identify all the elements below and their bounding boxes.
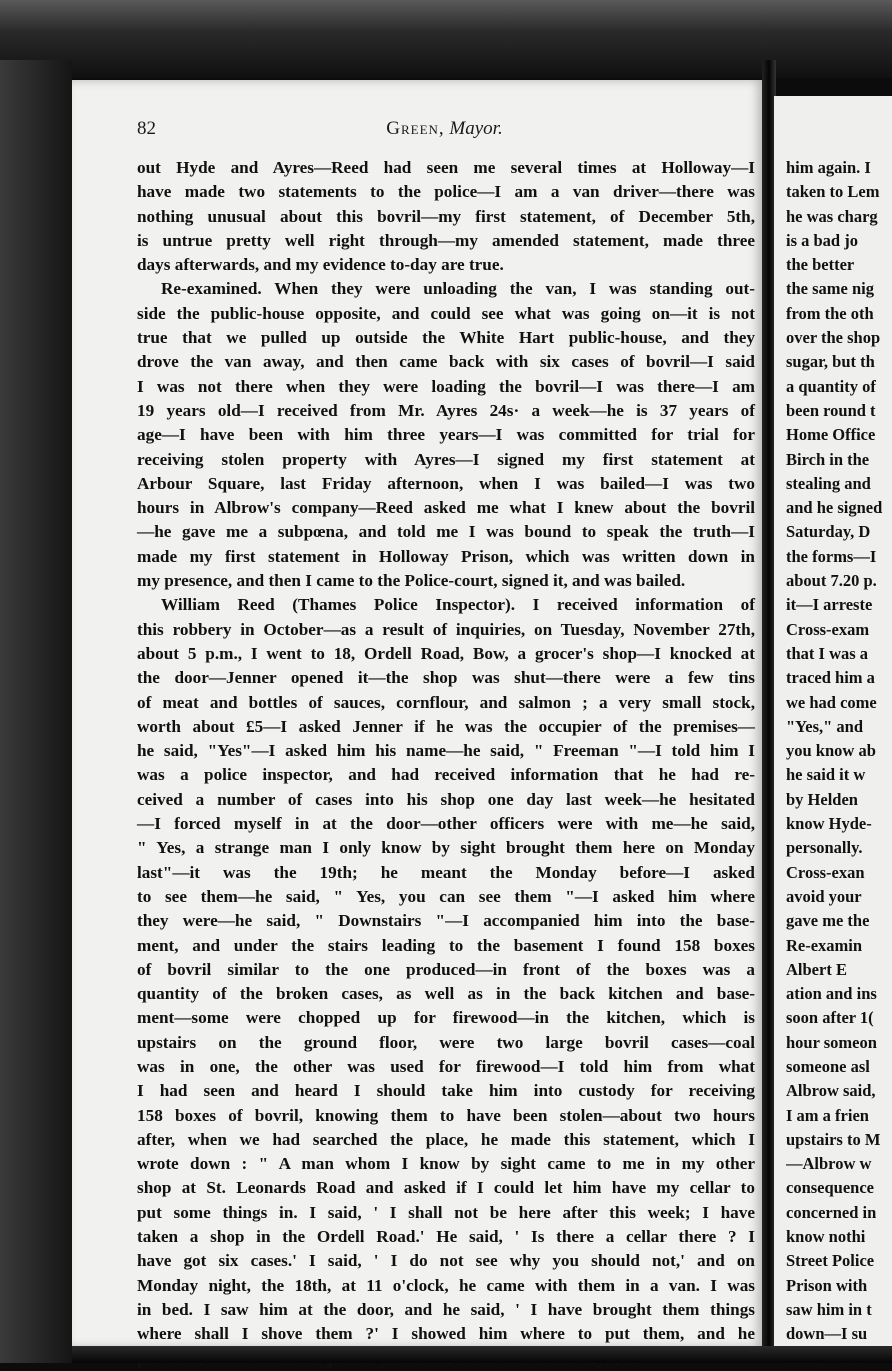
right-text-line: he said it w bbox=[786, 765, 866, 785]
text-line: Monday night, the 18th, at 11 o'clock, he came with them in a van. I was bbox=[137, 1275, 755, 1295]
text-line: he said, "Yes"—I asked him his name—he said, " Freeman "—I told him I bbox=[137, 741, 755, 761]
text-line: shop at St. Leonards Road and asked if I could let him have my cellar to bbox=[137, 1178, 755, 1198]
right-text-line: ation and ins bbox=[786, 984, 877, 1004]
text-line: 158 boxes of bovril, knowing them to have been stolen—about two hours bbox=[137, 1105, 755, 1125]
right-text-line: the same nig bbox=[786, 279, 874, 299]
right-text-line: a quantity of bbox=[786, 376, 876, 396]
text-line: side the public-house opposite, and could see what was going on—it is not bbox=[137, 303, 755, 323]
text-line: ment, and under the stairs leading to the basement I found 158 boxes bbox=[137, 935, 755, 955]
right-text-line: down—I su bbox=[786, 1324, 868, 1344]
right-text-line: him again. I bbox=[786, 158, 871, 177]
right-text-line: saw him in t bbox=[786, 1299, 872, 1319]
right-text-line: I am a frien bbox=[786, 1105, 869, 1125]
right-text-line: over the shop bbox=[786, 328, 881, 348]
right-text-line: hour someon bbox=[786, 1032, 877, 1052]
text-line: I was not there when they were loading the bovril—I was there—I am bbox=[137, 376, 755, 396]
text-line: after, when we had searched the place, he made this statement, which I bbox=[137, 1129, 755, 1149]
text-line: put some things in. I said, ' I shall not be here after this week; I have bbox=[137, 1202, 755, 1222]
text-line: " Yes, a strange man I only know by sight brought them here on Monday bbox=[137, 838, 755, 858]
right-text-line: know Hyde- bbox=[786, 814, 872, 834]
text-line: ment—some were chopped up for firewood—in the kitchen, which is bbox=[137, 1008, 755, 1028]
right-text-line: it—I arreste bbox=[786, 595, 873, 615]
right-text-line: the better bbox=[786, 255, 855, 275]
right-text-line: avoid your bbox=[786, 886, 862, 906]
right-text-line: from the oth bbox=[786, 303, 874, 323]
text-line: —I forced myself in at the door—other officers were with me—he said, bbox=[137, 814, 755, 834]
right-text-line: you know ab bbox=[786, 741, 876, 761]
right-text-line: —Albrow w bbox=[786, 1154, 872, 1174]
text-line: last"—it was the 19th; he meant the Monday before—I asked bbox=[137, 862, 755, 882]
right-text-line: sugar, but th bbox=[786, 352, 875, 372]
right-text-line: about 7.20 p. bbox=[786, 571, 877, 591]
text-line: nothing unusual about this bovril—my first statement, of December 5th, bbox=[137, 206, 755, 226]
right-text-line: Albert E bbox=[786, 959, 847, 979]
scan-left-margin bbox=[0, 60, 72, 1363]
text-line: have made two statements to the police—I am a van driver—there was bbox=[137, 182, 755, 202]
text-line: of bovril similar to the one produced—in front of the boxes was a bbox=[137, 959, 755, 979]
main-text-column bbox=[137, 156, 755, 1371]
scan-bottom-edge bbox=[72, 1346, 892, 1363]
right-text-line: Albrow said, bbox=[786, 1081, 876, 1101]
right-text-line: Prison with bbox=[786, 1275, 868, 1295]
scan-top-shadow bbox=[0, 0, 892, 78]
right-text-line: personally. bbox=[786, 838, 863, 858]
text-line: to see them—he said, " Yes, you can see them "—I asked him where bbox=[137, 886, 755, 906]
text-line: was a police inspector, and had received information that he had re- bbox=[137, 765, 755, 785]
right-text-line: stealing and bbox=[786, 473, 871, 493]
text-line: —he gave me a subpœna, and told me I was bound to speak the truth—I bbox=[137, 522, 755, 542]
text-line: where shall I shove them ?' I showed him where to put them, and he bbox=[137, 1324, 755, 1344]
right-text-line: Cross-exan bbox=[786, 862, 865, 882]
text-line: Re-examined. When they were unloading the van, I was standing out- bbox=[161, 279, 755, 299]
text-line: I had seen and heard I should take him into custody for receiving bbox=[137, 1081, 755, 1101]
text-line: taken a shop in the Ordell Road.' He said, ' Is there a cellar there ? I bbox=[137, 1227, 755, 1247]
right-text-line: Cross-exam bbox=[786, 619, 870, 639]
text-line: my presence, and then I came to the Police-court, signed it, and was bailed. bbox=[137, 571, 686, 591]
right-text-line: soon after 1( bbox=[786, 1008, 874, 1028]
right-text-line: been round t bbox=[786, 400, 876, 420]
right-text-line: he was charg bbox=[786, 206, 878, 226]
right-text-line: and he signed bbox=[786, 498, 883, 518]
text-line: of meat and bottles of sauces, cornflour, and salmon ; a very small stock, bbox=[137, 692, 755, 712]
right-text-line: gave me the bbox=[786, 911, 870, 931]
text-line: receiving stolen property with Ayres—I signed my first statement at bbox=[137, 449, 755, 469]
right-text-line: that I was a bbox=[786, 643, 869, 663]
right-text-line: Re-examin bbox=[786, 935, 863, 955]
text-line: ceived a number of cases into his shop one day last week—he hesitated bbox=[137, 789, 755, 809]
right-text-line: the forms—I bbox=[786, 546, 877, 566]
right-text-line: upstairs to M bbox=[786, 1129, 881, 1149]
running-head bbox=[137, 118, 752, 140]
text-line: quantity of the broken cases, as well as in the back kitchen and base- bbox=[137, 984, 755, 1004]
text-line: was in one, the other was used for firewood—I told him from what bbox=[137, 1056, 755, 1076]
text-line: days afterwards, and my evidence to-day are true. bbox=[137, 255, 504, 275]
text-line: worth about £5—I asked Jenner if he was the occupier of the premises— bbox=[137, 716, 755, 736]
text-line: wrote down : " A man whom I know by sight came to me in my other bbox=[137, 1154, 755, 1174]
text-line: is untrue pretty well right through—my amended statement, made three bbox=[137, 230, 755, 250]
text-line: hours in Albrow's company—Reed asked me what I knew about the bovril bbox=[137, 498, 755, 518]
text-line: have got six cases.' I said, ' I do not see why you should not,' and on bbox=[137, 1251, 755, 1271]
text-line: out Hyde and Ayres—Reed had seen me several times at Holloway—I bbox=[137, 158, 755, 177]
right-text-line: Birch in the bbox=[786, 449, 870, 469]
right-text-line: Street Police bbox=[786, 1251, 875, 1271]
running-head-name: Green, bbox=[386, 118, 445, 139]
text-line: William Reed (Thames Police Inspector). I received information of bbox=[161, 595, 755, 615]
text-line: they were—he said, " Downstairs "—I accompanied him into the base- bbox=[137, 911, 755, 931]
text-line: about 5 p.m., I went to 18, Ordell Road, Bow, a grocer's shop—I knocked at bbox=[137, 643, 755, 663]
right-page-text-column bbox=[786, 156, 892, 1371]
right-text-line: someone asl bbox=[786, 1056, 870, 1076]
text-line: drove the van away, and then came back with six cases of bovril—I said bbox=[137, 352, 755, 372]
text-line: Arbour Square, last Friday afternoon, when I was bailed—I was two bbox=[137, 473, 755, 493]
text-line: 19 years old—I received from Mr. Ayres 24s· a week—he is 37 years of bbox=[137, 400, 755, 420]
text-line: the door—Jenner opened it—the shop was shut—there were a few tins bbox=[137, 668, 755, 688]
right-text-line: we had come bbox=[786, 692, 877, 712]
right-text-line: concerned in bbox=[786, 1202, 877, 1222]
right-text-line: taken to Lem bbox=[786, 182, 880, 202]
right-text-line: consequence bbox=[786, 1178, 874, 1198]
running-head-title: Mayor. bbox=[449, 118, 503, 139]
text-line: upstairs on the ground floor, were two large bovril cases—coal bbox=[137, 1032, 755, 1052]
text-line: this robbery in October—as a result of inquiries, on Tuesday, November 27th, bbox=[137, 619, 755, 639]
right-text-line: "Yes," and bbox=[786, 716, 864, 736]
right-text-line: by Helden bbox=[786, 789, 858, 809]
right-text-line: know nothi bbox=[786, 1227, 866, 1247]
text-line: made my first statement in Holloway Prison, which was written down in bbox=[137, 546, 755, 566]
right-text-line: is a bad jo bbox=[786, 230, 858, 250]
right-text-line: Saturday, D bbox=[786, 522, 871, 542]
page-number: 82 bbox=[137, 118, 156, 139]
text-line: true that we pulled up outside the White Hart public-house, and they bbox=[137, 328, 755, 348]
right-text-line: Home Office bbox=[786, 425, 876, 445]
page-header bbox=[137, 118, 752, 146]
text-line: in bed. I saw him at the door, and he said, ' I have brought them things bbox=[137, 1299, 755, 1319]
right-text-line: traced him a bbox=[786, 668, 875, 688]
text-line: age—I have been with him three years—I was committed for trial for bbox=[137, 425, 755, 445]
